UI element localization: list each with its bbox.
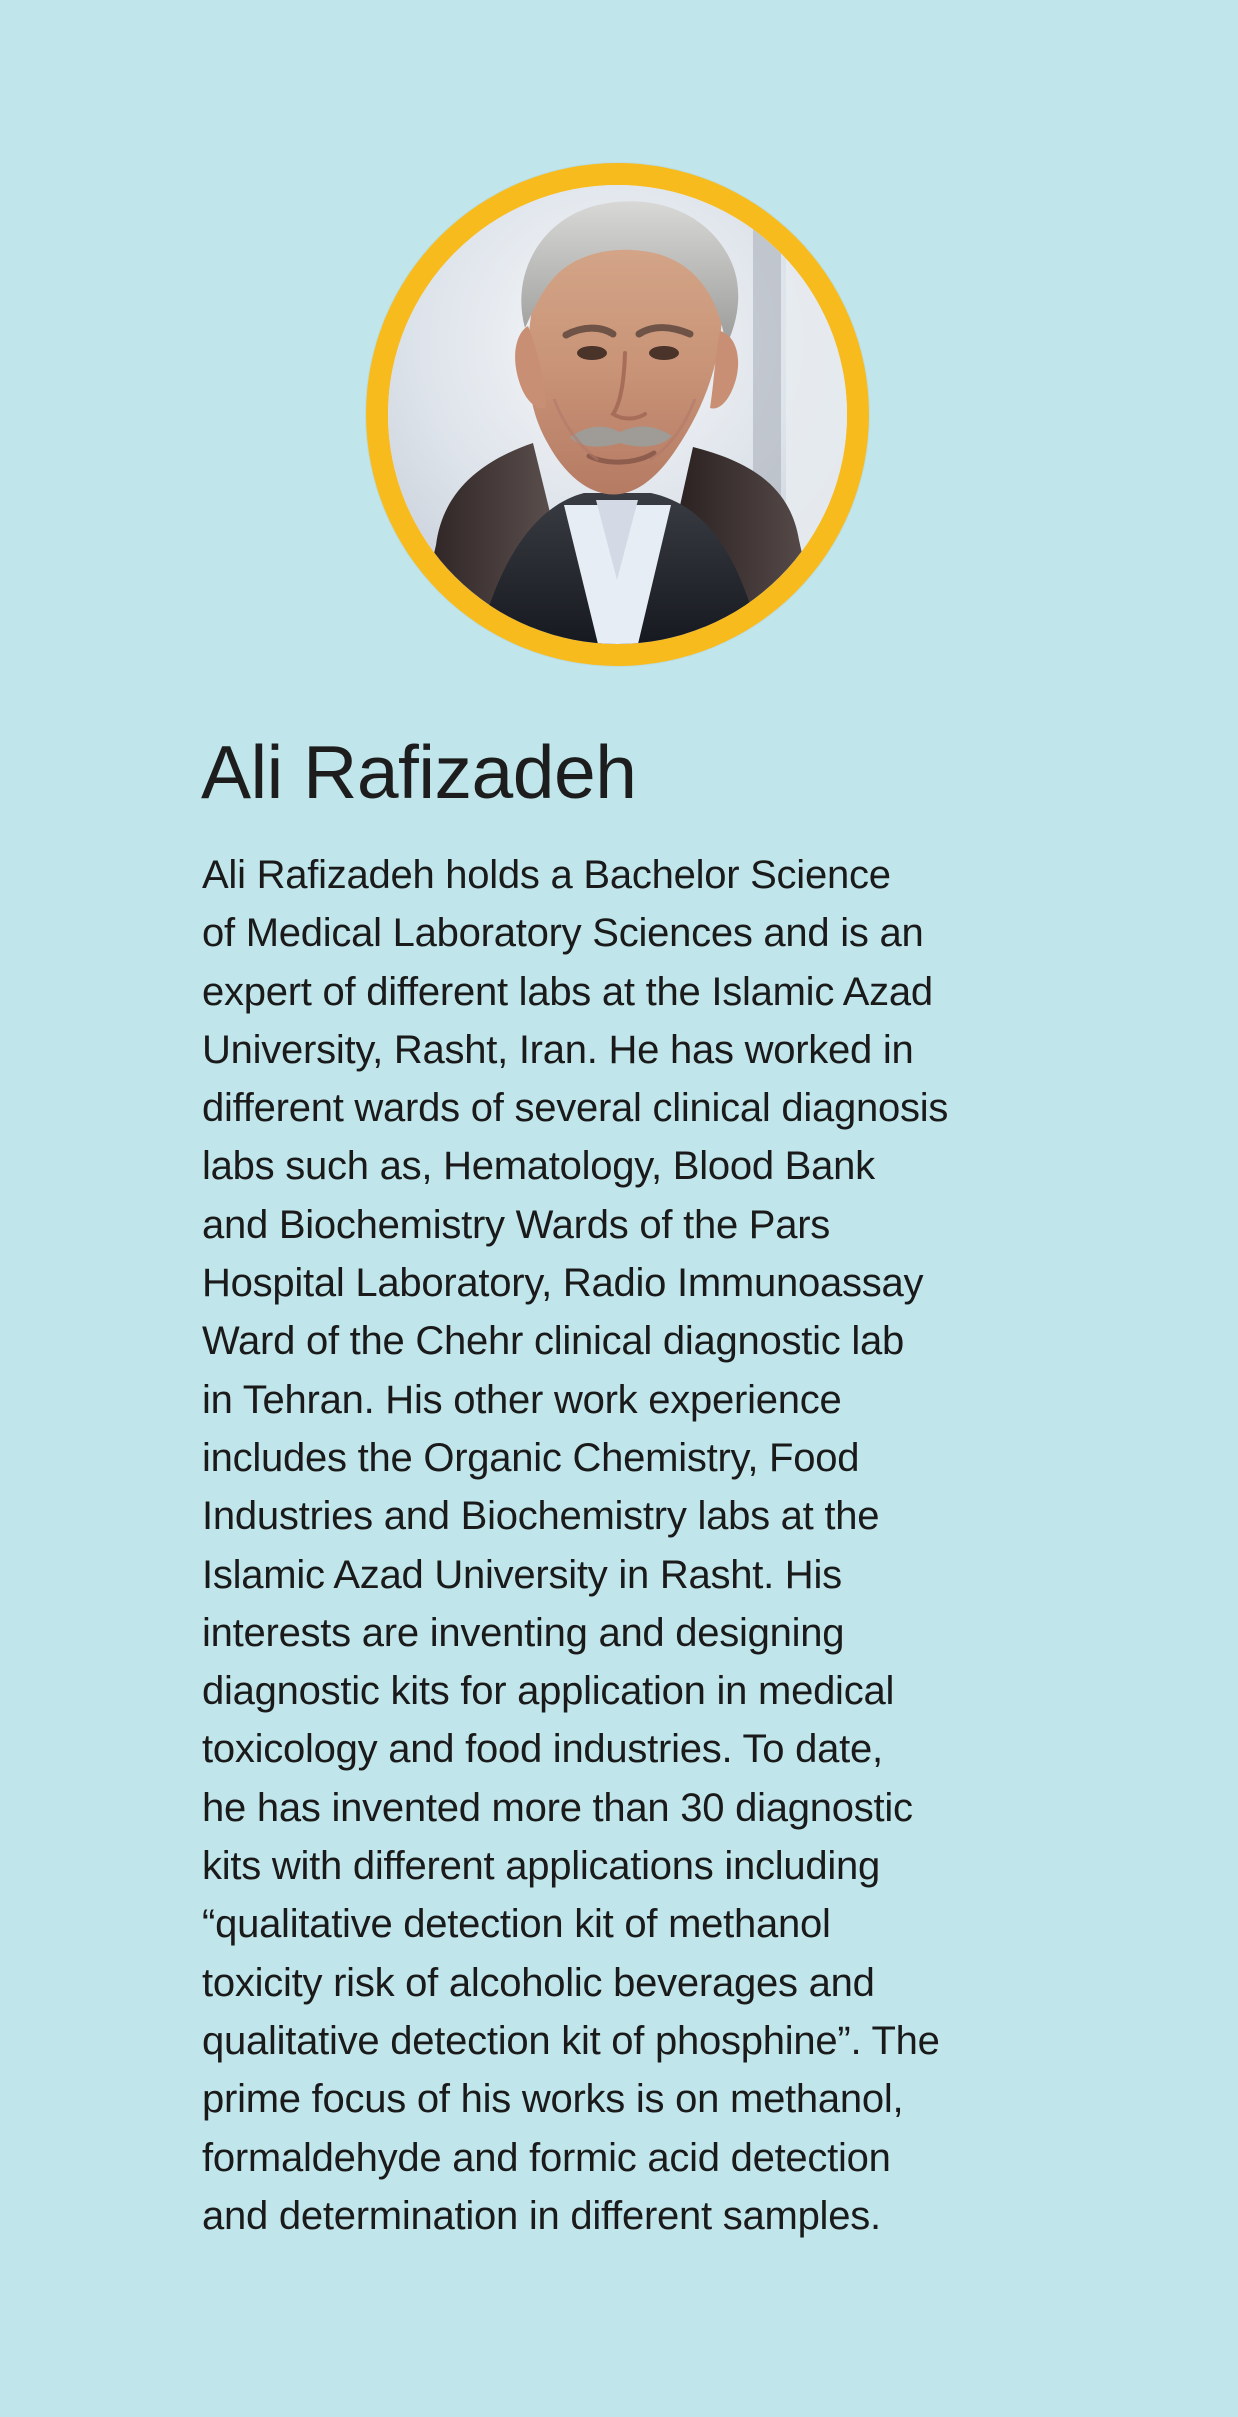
bio-line: Islamic Azad University in Rasht. His bbox=[202, 1552, 842, 1597]
portrait-photo bbox=[388, 185, 847, 644]
profile-name: Ali Rafizadeh bbox=[201, 730, 637, 814]
bio-line: and Biochemistry Wards of the Pars bbox=[202, 1202, 831, 1247]
bio-line: Ali Rafizadeh holds a Bachelor Science bbox=[202, 853, 891, 897]
portrait-frame bbox=[366, 163, 869, 666]
bio-line: Ward of the Chehr clinical diagnostic lab bbox=[202, 1319, 904, 1364]
bio-line: “qualitative detection kit of methanol bbox=[202, 1902, 831, 1947]
bio-line: different wards of several clinical diagnosis bbox=[202, 1086, 949, 1131]
bio-line: labs such as, Hematology, Blood Bank bbox=[202, 1144, 875, 1189]
bio-line: prime focus of his works is on methanol, bbox=[202, 2077, 904, 2122]
bio-line: of Medical Laboratory Sciences and is an bbox=[202, 911, 924, 956]
profile-bio bbox=[202, 846, 1072, 2245]
bio-line: formaldehyde and formic acid detection bbox=[202, 2135, 891, 2180]
bio-line: interests are inventing and designing bbox=[202, 1610, 845, 1655]
bio-line: diagnostic kits for application in medical bbox=[202, 1669, 895, 1714]
bio-line: he has invented more than 30 diagnostic bbox=[202, 1785, 913, 1830]
bio-line: Industries and Biochemistry labs at the bbox=[202, 1494, 880, 1539]
bio-line: expert of different labs at the Islamic Azad bbox=[202, 969, 933, 1014]
bio-line: Hospital Laboratory, Radio Immunoassay bbox=[202, 1261, 924, 1306]
bio-line: toxicology and food industries. To date, bbox=[202, 1727, 883, 1772]
bio-line: includes the Organic Chemistry, Food bbox=[202, 1435, 860, 1480]
bio-line: kits with different applications including bbox=[202, 1844, 881, 1889]
bio-line: qualitative detection kit of phosphine”. The bbox=[202, 2018, 940, 2063]
bio-line: and determination in different samples. bbox=[202, 2193, 881, 2238]
bio-line: in Tehran. His other work experience bbox=[202, 1377, 842, 1422]
bio-line: University, Rasht, Iran. He has worked in bbox=[202, 1027, 914, 1072]
bio-line: toxicity risk of alcoholic beverages and bbox=[202, 1960, 875, 2005]
